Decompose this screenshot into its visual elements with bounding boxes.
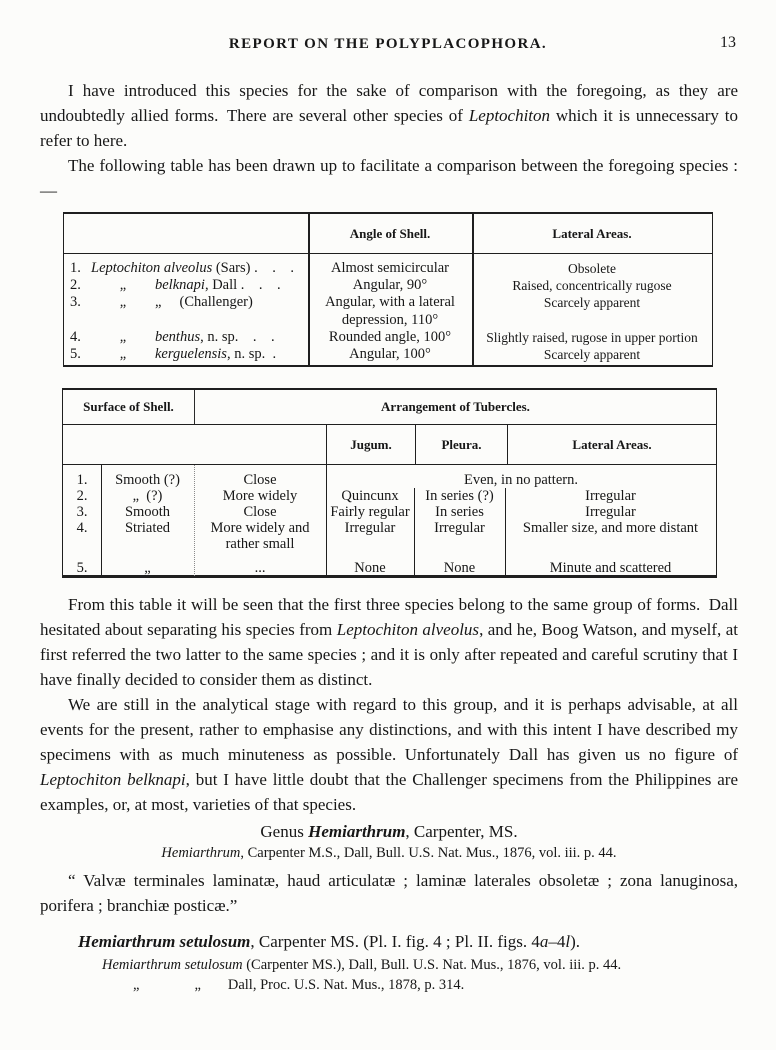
table-cell: „ (?)	[132, 488, 163, 504]
intro-text	[40, 78, 738, 203]
table1-species-column	[64, 260, 308, 363]
species-comparison-table	[63, 212, 713, 367]
table2-header-spacer	[63, 425, 326, 464]
table-cell: In series	[435, 504, 484, 520]
table1-body	[64, 254, 712, 363]
ditto-mark: „	[119, 328, 127, 345]
citation-text: Dall, Proc. U.S. Nat. Mus., 1878, p. 314.	[227, 977, 465, 993]
table-row	[64, 329, 308, 346]
table-cell: Angular, 90°	[352, 277, 428, 294]
table2-divider-surface	[194, 465, 195, 576]
species-name: kerguelensis, n. sp. .	[155, 345, 277, 362]
row-number: 2.	[70, 277, 81, 294]
table-cell: 4.	[76, 520, 88, 536]
table2-header-row-2	[63, 425, 716, 465]
species-citation-2	[40, 975, 738, 995]
ditto-mark: „	[119, 277, 127, 294]
table-row	[64, 260, 308, 277]
table-cell: Angular, with a lateral	[325, 294, 455, 311]
paragraph-discussion-2: We are still in the analytical stage with regard to this group, and it is perhaps advisable, at all events for the present, rather to emphasise any distinctions, and with this intent I have described my specimens with as much minuteness as possible. Unfortunately Dall has given us no figure of Leptochiton belknapi, but I have little doubt that the Challenger specimens from the Philippines are examples, or, at most, varieties of that species.	[40, 695, 738, 814]
table-cell: Smooth	[124, 504, 171, 520]
table-cell: Irregular	[434, 520, 485, 536]
table-cell: Rounded angle, 100°	[328, 328, 452, 345]
table-cell: Minute and scattered	[549, 560, 672, 576]
row-number: 3.	[70, 294, 81, 311]
table-cell: None	[354, 560, 386, 576]
running-header	[0, 0, 776, 58]
species-name: „ (Challenger)	[155, 294, 253, 311]
table-cell: Smooth (?)	[115, 472, 180, 488]
table2-header-surface: Surface of Shell.	[63, 390, 195, 424]
ditto-mark: „	[119, 294, 127, 311]
ditto-mark: „	[133, 977, 140, 993]
table-row-spacer	[64, 312, 308, 329]
table-cell: Scarcely apparent	[543, 346, 641, 362]
table-cell	[101, 536, 194, 552]
table1-header-species	[64, 214, 308, 253]
species-heading: Hemiarthrum setulosum, Carpenter MS. (Pl. I. fig. 4 ; Pl. II. figs. 4a–4l).	[78, 932, 581, 951]
table2-header-lateral: Lateral Areas.	[507, 425, 716, 464]
page-number: 13	[720, 34, 736, 51]
row-number: 1.	[70, 260, 81, 276]
paragraph-discussion-1: From this table it will be seen that the first three species belong to the same group of forms. Dall hesitated about separating his species from Leptochiton alveolus, and he, Boog Watson, and myself, at first referred the two latter to the same species ; and it is only after repeated and careful scrutiny that I have finally decided to consider them as distinct.	[40, 595, 738, 689]
table-cell: Almost semicircular	[331, 260, 449, 276]
table-cell: Fairly regular	[330, 504, 410, 520]
table-cell: Close	[243, 472, 277, 488]
table1-header-lateral: Lateral Areas.	[552, 225, 632, 241]
table-cell: Irregular	[585, 504, 636, 520]
running-title: REPORT ON THE POLYPLACOPHORA.	[228, 36, 548, 52]
table2-number-column	[63, 472, 101, 576]
table-cell	[326, 536, 414, 552]
table-cell	[63, 536, 101, 552]
row-number: 5.	[70, 345, 81, 362]
ditto-mark: „	[119, 345, 127, 362]
species-name: benthus, n. sp. . .	[155, 328, 275, 345]
table-cell: 3.	[76, 504, 88, 520]
table-row	[64, 294, 308, 311]
row-number: 4.	[70, 328, 81, 345]
table2-row1-span-cell: Even, in no pattern.	[464, 472, 578, 488]
ditto-mark: „	[194, 977, 201, 993]
species-name: Leptochiton alveolus (Sars) . . .	[91, 260, 294, 276]
table2-header-row-1	[63, 390, 716, 425]
table-cell: 5.	[76, 560, 88, 576]
paragraph-intro-2: The following table has been drawn up to facilitate a comparison between the foregoing species :—	[40, 156, 738, 200]
table2-body	[63, 465, 716, 576]
genus-diagnosis	[40, 868, 738, 918]
table-cell: More widely and	[210, 520, 310, 536]
table2-header-arrangement: Arrangement of Tubercles.	[381, 399, 530, 414]
table-cell: Slightly raised, rugose in upper portion	[486, 329, 698, 345]
table-cell: Irregular	[344, 520, 396, 536]
table-cell: None	[443, 560, 476, 576]
table2-divider-pleura	[505, 488, 506, 576]
table2-header-pleura: Pleura.	[415, 425, 507, 464]
table1-column-divider-1	[308, 214, 310, 365]
table-cell: In series (?)	[425, 488, 494, 504]
table1-angle-column	[308, 260, 472, 363]
genus-heading: Genus Hemiarthrum, Carpenter, MS.	[260, 822, 518, 841]
table2-surface-column	[101, 472, 194, 576]
tubercles-table	[62, 388, 717, 578]
table-row	[64, 346, 308, 363]
table-cell: Scarcely apparent	[543, 295, 641, 311]
table-cell: Angular, 100°	[349, 345, 431, 362]
table1-header-row	[64, 214, 712, 254]
table2-closeness-column	[194, 472, 326, 576]
table-row	[64, 277, 308, 294]
table-cell	[505, 536, 716, 552]
table-cell: Raised, concentrically rugose	[512, 278, 672, 294]
table-cell	[472, 312, 712, 329]
table-cell: depression, 110°	[341, 311, 439, 328]
table-cell: Irregular	[585, 488, 636, 504]
table1-column-divider-2	[472, 214, 474, 365]
discussion-text	[40, 592, 738, 817]
table2-divider-num	[101, 465, 102, 576]
table-cell: 1.	[76, 472, 88, 488]
table-cell: Obsolete	[568, 261, 616, 276]
species-name: belknapi, Dall . . .	[155, 277, 281, 294]
species-citation-1: Hemiarthrum setulosum (Carpenter MS.), Dall, Bull. U.S. Nat. Mus., 1876, vol. iii. p. 44.	[102, 957, 622, 973]
table-cell: Quincunx	[341, 488, 399, 504]
table2-header-jugum: Jugum.	[326, 425, 415, 464]
table1-lateral-column	[472, 260, 712, 363]
table2-divider-jugum	[414, 488, 415, 576]
table-cell: rather small	[225, 536, 295, 552]
table-cell: Striated	[124, 520, 171, 536]
paragraph-intro-1: I have introduced this species for the sake of comparison with the foregoing, as they are undoubtedly allied forms. There are several other species of Leptochiton which it is unnecessary to refer to here.	[40, 81, 738, 150]
table-cell: „	[144, 560, 151, 576]
table-cell: More widely	[222, 488, 298, 504]
table-cell: Close	[243, 504, 277, 520]
genus-citation: Hemiarthrum, Carpenter M.S., Dall, Bull. U.S. Nat. Mus., 1876, vol. iii. p. 44.	[161, 845, 617, 861]
table-cell	[414, 536, 505, 552]
table-cell: ...	[254, 560, 266, 576]
diagnosis-paragraph: “ Valvæ terminales laminatæ, haud articulatæ ; laminæ laterales obsoletæ ; zona lanuginosa, porifera ; branchiæ posticæ.”	[40, 871, 738, 915]
table1-header-angle: Angle of Shell.	[349, 225, 431, 241]
table-cell: Smaller size, and more distant	[522, 520, 699, 536]
table-cell: 2.	[76, 488, 88, 504]
